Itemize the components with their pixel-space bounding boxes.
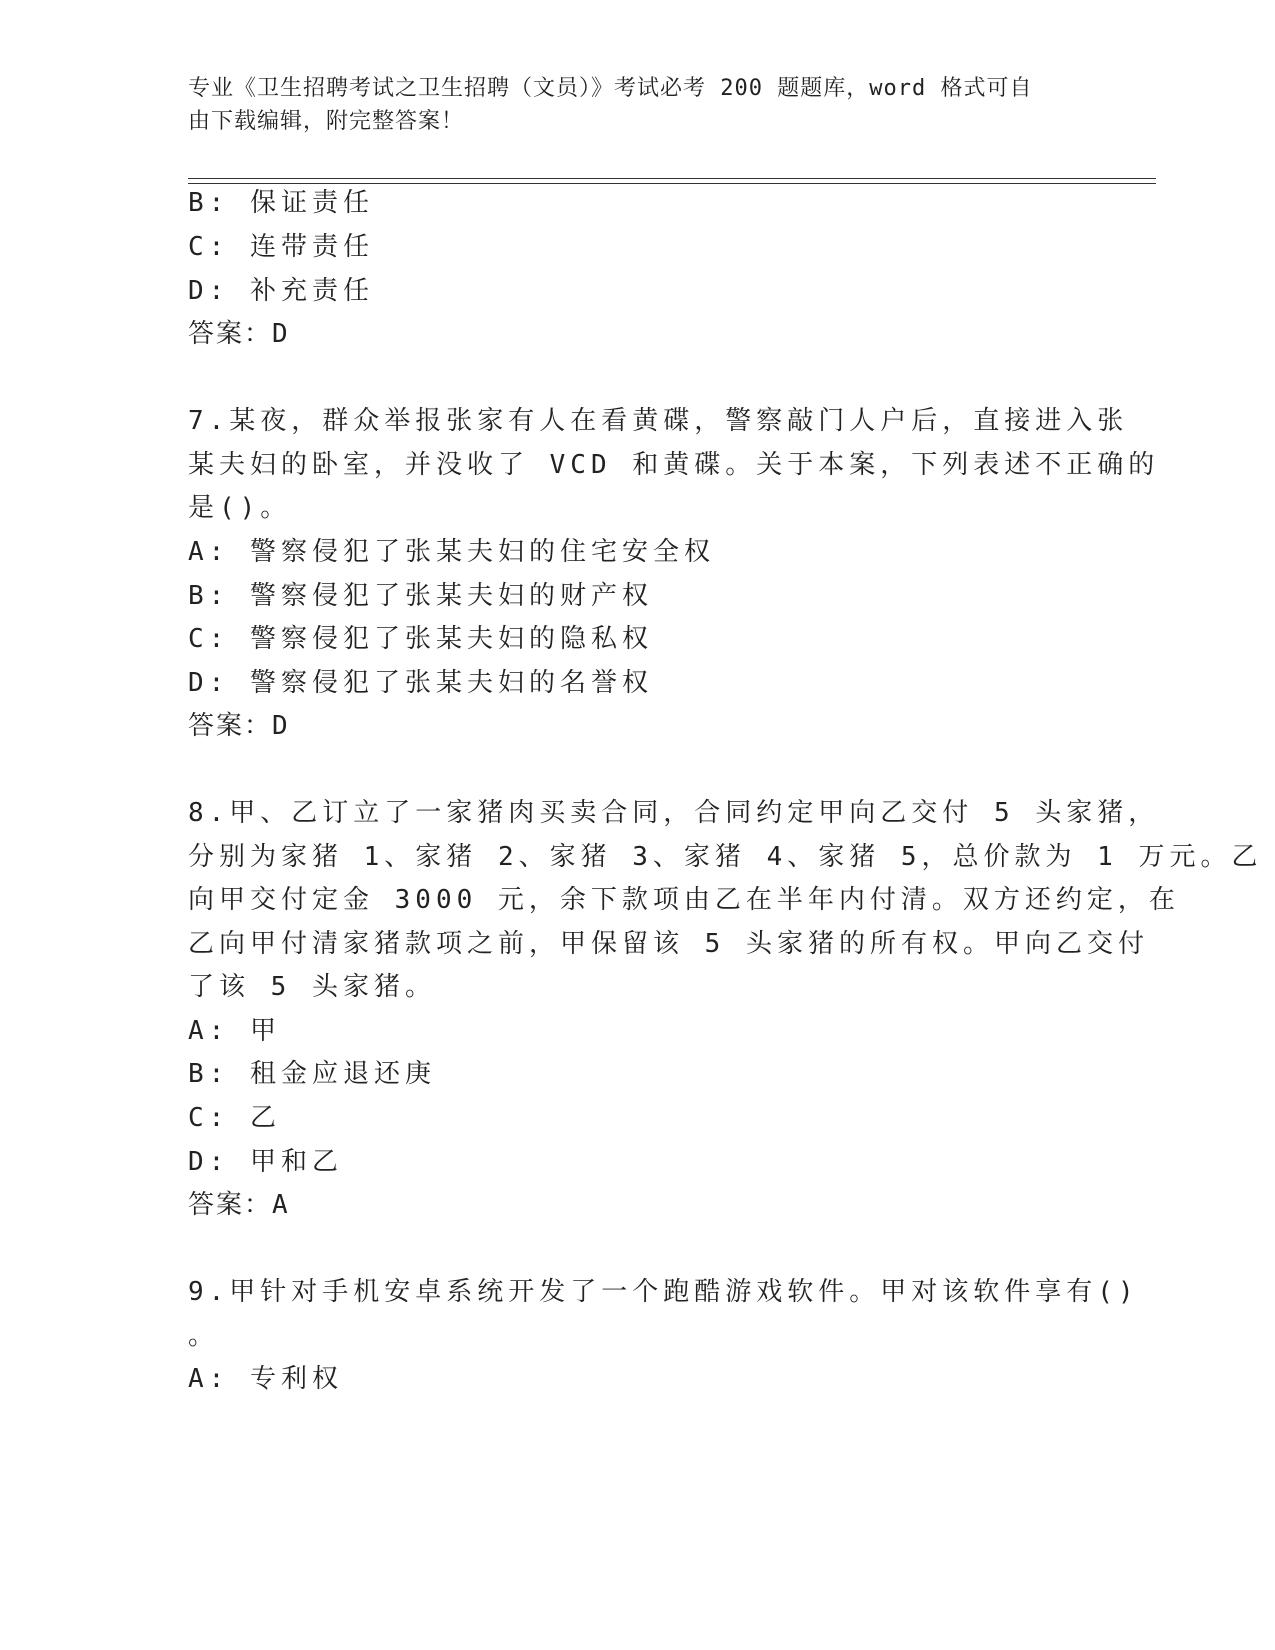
q6-answer: 答案：D bbox=[188, 319, 290, 349]
q8-answer: 答案：A bbox=[188, 1190, 290, 1220]
q9-stem-line-2: 。 bbox=[188, 1321, 220, 1351]
q8-option-d: D: 甲和乙 bbox=[188, 1147, 343, 1177]
q7-option-b: B: 警察侵犯了张某夫妇的财产权 bbox=[188, 581, 653, 611]
document-header bbox=[188, 72, 1068, 138]
header-divider-top bbox=[188, 178, 1156, 179]
q9-stem-line-1: 9.甲针对手机安卓系统开发了一个跑酷游戏软件。甲对该软件享有() bbox=[188, 1277, 1139, 1307]
q7-option-d: D: 警察侵犯了张某夫妇的名誉权 bbox=[188, 668, 653, 698]
q6-option-c: C: 连带责任 bbox=[188, 232, 374, 262]
q8-option-b: B: 租金应退还庚 bbox=[188, 1059, 436, 1089]
q8-option-c: C: 乙 bbox=[188, 1103, 281, 1133]
q7-stem-line-2: 某夫妇的卧室，并没收了 VCD 和黄碟。关于本案，下列表述不正确的 bbox=[188, 450, 1160, 480]
header-line-2: 由下载编辑，附完整答案！ bbox=[188, 109, 465, 134]
q8-stem-line-4: 乙向甲付清家猪款项之前，甲保留该 5 头家猪的所有权。甲向乙交付 bbox=[188, 929, 1149, 959]
q8-stem-line-3: 向甲交付定金 3000 元，余下款项由乙在半年内付清。双方还约定，在 bbox=[188, 885, 1180, 915]
q6-option-d: D: 补充责任 bbox=[188, 276, 374, 306]
q8-stem-line-2: 分别为家猪 1、家猪 2、家猪 3、家猪 4、家猪 5，总价款为 1 万元。乙 bbox=[188, 842, 1263, 872]
q7-stem-line-3: 是()。 bbox=[188, 493, 292, 523]
q7-option-c: C: 警察侵犯了张某夫妇的隐私权 bbox=[188, 624, 653, 654]
q9-option-a: A: 专利权 bbox=[188, 1364, 343, 1394]
q7-stem-line-1: 7.某夜，群众举报张家有人在看黄碟，警察敲门人户后，直接进入张 bbox=[188, 406, 1129, 436]
q8-stem-line-5: 了该 5 头家猪。 bbox=[188, 972, 436, 1002]
q6-option-b: B: 保证责任 bbox=[188, 188, 374, 218]
q8-stem-line-1: 8.甲、乙订立了一家猪肉买卖合同，合同约定甲向乙交付 5 头家猪， bbox=[188, 798, 1160, 828]
header-line-1: 专业《卫生招聘考试之卫生招聘（文员）》考试必考 200 题题库，word 格式可自 bbox=[188, 76, 1033, 101]
header-divider-bottom bbox=[188, 183, 1156, 184]
q7-answer: 答案：D bbox=[188, 711, 290, 741]
q7-option-a: A: 警察侵犯了张某夫妇的住宅安全权 bbox=[188, 537, 715, 567]
q8-option-a: A: 甲 bbox=[188, 1016, 281, 1046]
